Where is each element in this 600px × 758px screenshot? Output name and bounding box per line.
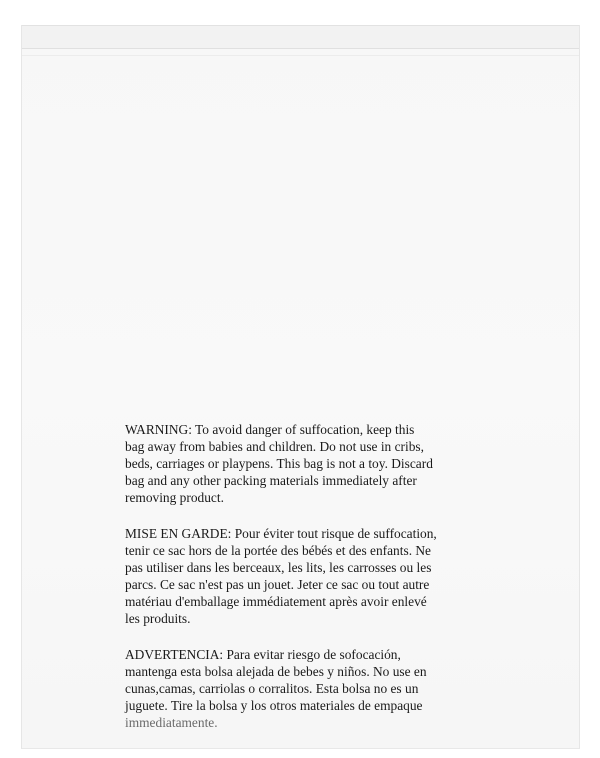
warning-line: ADVERTENCIA: Para evitar riesgo de sofocación,	[125, 647, 401, 662]
warning-line: bag and any other packing materials immediately after	[125, 473, 417, 488]
warning-line: les produits.	[125, 611, 191, 626]
warning-french	[125, 525, 485, 627]
warning-line: pas utiliser dans les berceaux, les lits, les carrosses ou les	[125, 560, 432, 575]
warning-line: tenir ce sac hors de la portée des bébés et des enfants. Ne	[125, 543, 431, 558]
suffocation-warning	[125, 421, 485, 750]
seal-line	[22, 55, 579, 56]
adhesive-flap	[22, 25, 579, 49]
warning-line: parcs. Ce sac n'est pas un jouet. Jeter ce sac ou tout autre	[125, 577, 430, 592]
warning-line: MISE EN GARDE: Pour éviter tout risque de suffocation,	[125, 526, 437, 541]
warning-line: WARNING: To avoid danger of suffocation, keep this	[125, 422, 415, 437]
warning-line: mantenga esta bolsa alejada de bebes y niños. No use en	[125, 664, 427, 679]
warning-english	[125, 421, 485, 506]
warning-spanish	[125, 646, 485, 731]
poly-bag	[21, 25, 580, 749]
warning-line: cunas,camas, carriolas o corralitos. Esta bolsa no es un	[125, 681, 419, 696]
warning-line: juguete. Tire la bolsa y los otros materiales de empaque	[125, 698, 423, 713]
warning-line: immediatamente.	[125, 715, 218, 730]
warning-line: matériau d'emballage immédiatement après avoir enlevé	[125, 594, 427, 609]
warning-line: beds, carriages or playpens. This bag is not a toy. Discard	[125, 456, 433, 471]
warning-line: removing product.	[125, 490, 224, 505]
warning-line: bag away from babies and children. Do not use in cribs,	[125, 439, 424, 454]
